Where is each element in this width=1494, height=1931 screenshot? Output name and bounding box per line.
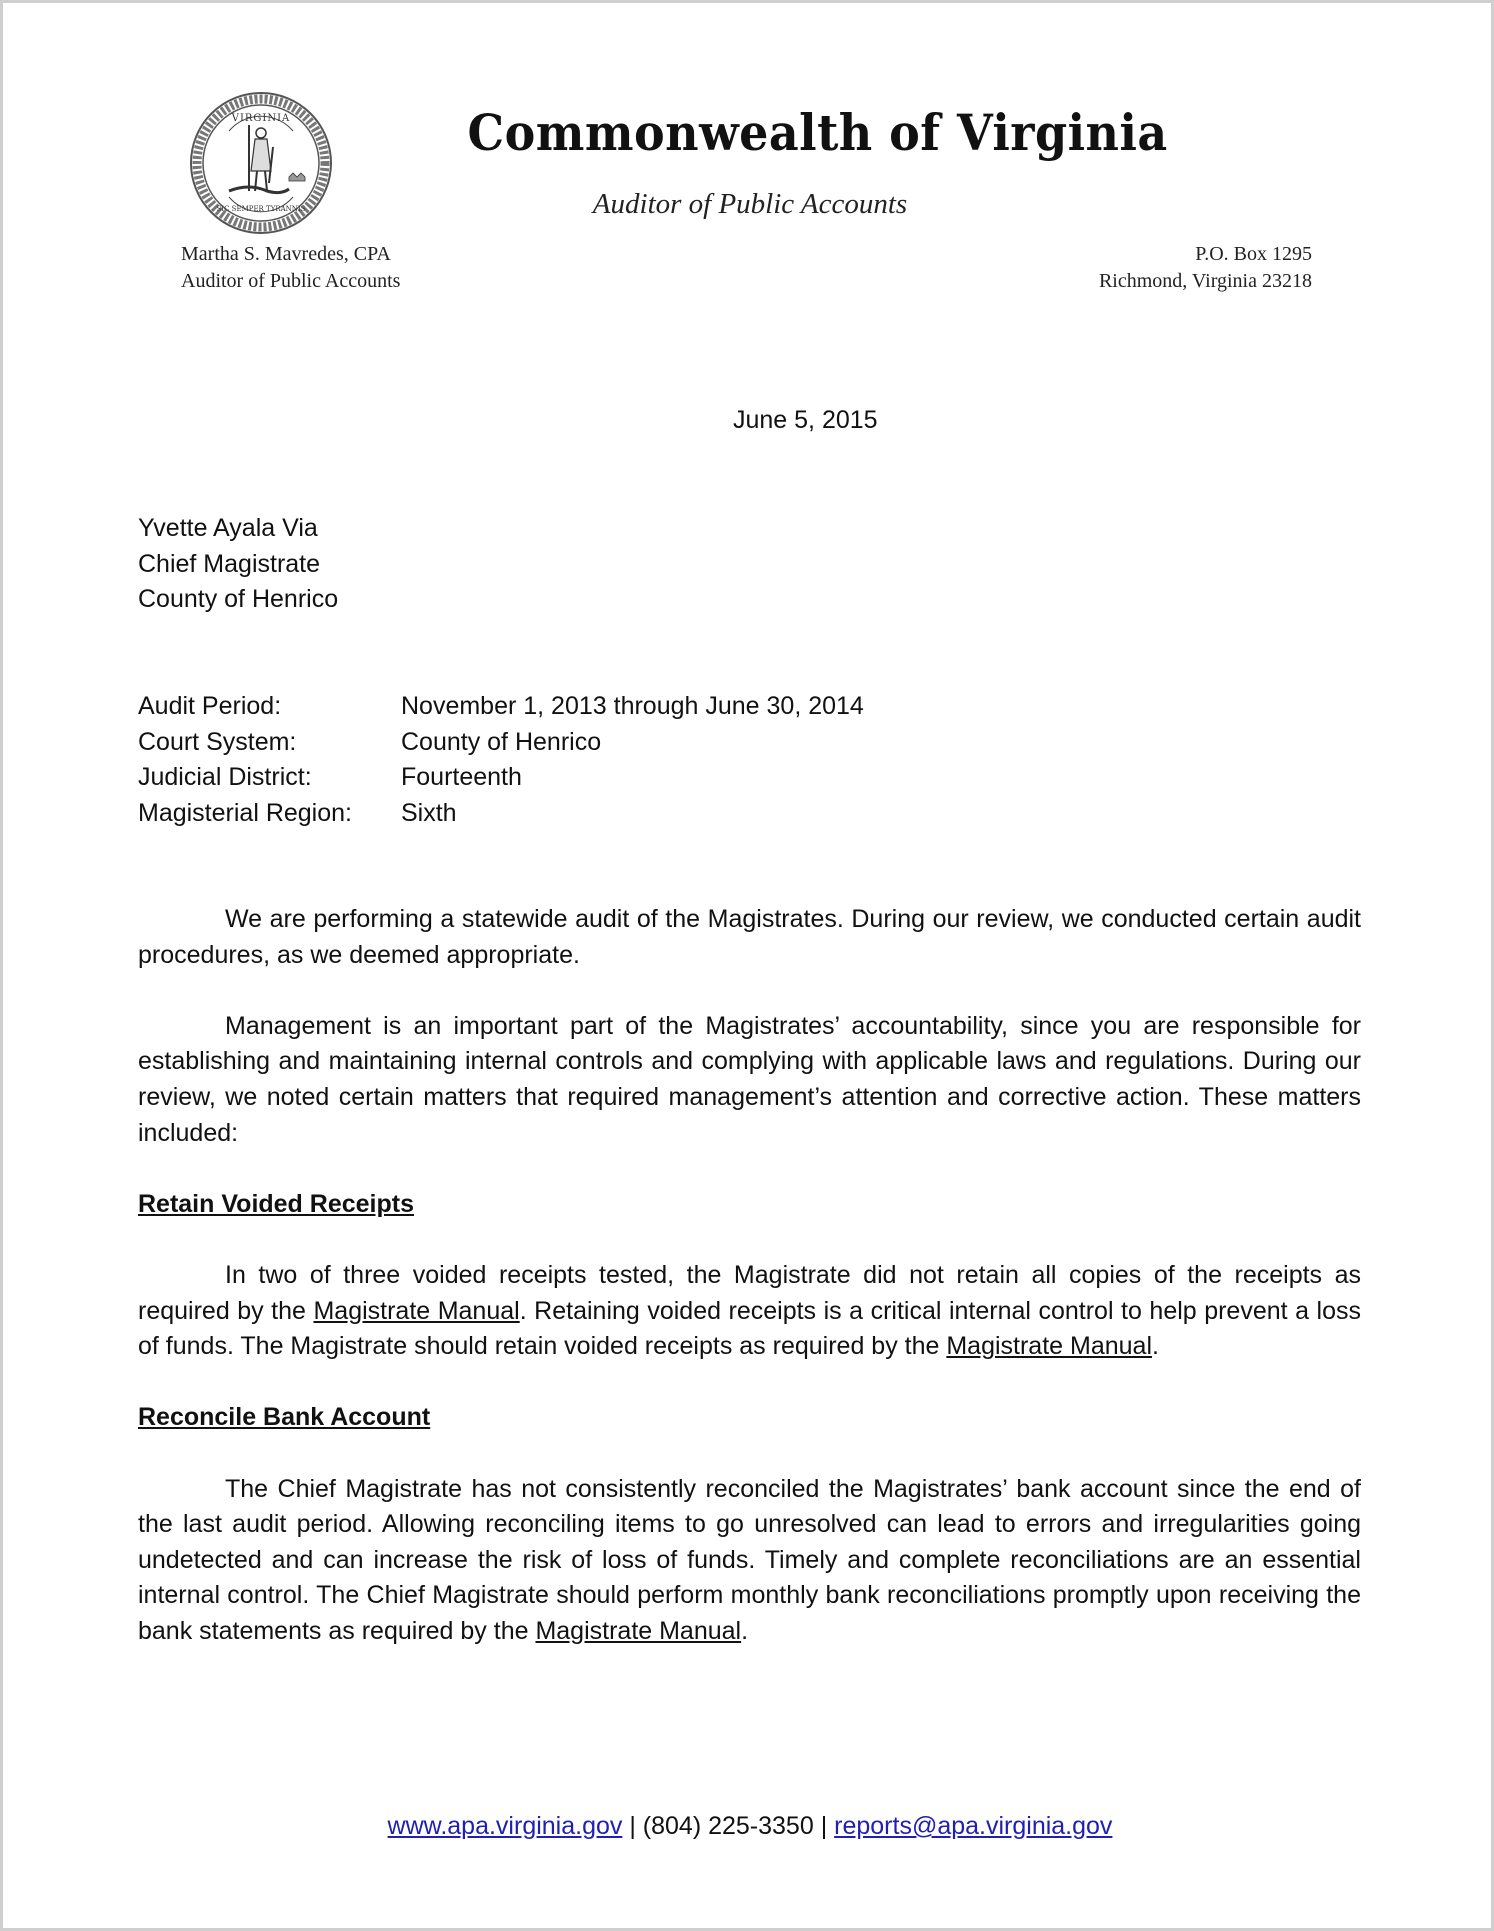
letter-body (138, 902, 1361, 1649)
footer-separator: | (813, 1812, 835, 1840)
sender-name: Martha S. Mavredes, CPA (181, 243, 391, 265)
sender-title: Auditor of Public Accounts (181, 270, 401, 292)
recipient-name: Yvette Ayala Via (138, 514, 318, 542)
finding-text: . Retaining voided receipts is a critical internal control to help prevent a loss of funds. The Magistrate should retain voided receipts as required by the (138, 1296, 1362, 1361)
recipient-organization: County of Henrico (138, 585, 339, 614)
audit-info-row (138, 760, 864, 796)
finding-text: . (1152, 1332, 1159, 1361)
magistrate-manual-reference: Magistrate Manual (535, 1616, 742, 1645)
letterhead-title: Commonwealth of Virginia (467, 103, 1168, 162)
finding-paragraph-retain-voided-receipts (138, 1258, 1361, 1365)
virginia-state-seal-icon (189, 91, 333, 235)
court-system-label: Court System: (138, 727, 297, 756)
audit-info-block (138, 689, 864, 831)
finding-heading-reconcile-bank-account: Reconcile Bank Account (138, 1403, 431, 1432)
sender-city-state: Richmond, Virginia 23218 (1098, 270, 1312, 292)
phone-number: (804) 225-3350 (642, 1812, 814, 1840)
finding-heading-retain-voided-receipts: Retain Voided Receipts (138, 1189, 414, 1218)
court-system-value: County of Henrico (401, 727, 602, 756)
svg-text:VIRGINIA: VIRGINIA (231, 113, 291, 124)
letterhead-subtitle: Auditor of Public Accounts (592, 188, 908, 220)
audit-period-label: Audit Period: (138, 692, 282, 720)
finding-text: In two of three voided receipts tested, the Magistrate did not retain all copies of the receipts as required by the (138, 1260, 1361, 1325)
footer-contact (3, 1809, 1494, 1843)
audit-info-row (138, 689, 864, 725)
sender-address (1099, 241, 1312, 295)
judicial-district-value: Fourteenth (401, 763, 522, 792)
letter-date: June 5, 2015 (733, 406, 878, 434)
sender-block (181, 241, 400, 295)
judicial-district-label: Judicial District: (138, 763, 312, 792)
magisterial-region-value: Sixth (401, 798, 457, 827)
management-paragraph: Management is an important part of the Magistrates’ accountability, since you are responsible for establishing and maintaining internal controls and complying with applicable laws and regulations. During our review, we noted certain matters that required management’s attention and corrective action. These matters included: (138, 1011, 1361, 1147)
intro-paragraph: We are performing a statewide audit of the Magistrates. During our review, we conducted certain audit procedures, as we deemed appropriate. (138, 905, 1361, 969)
svg-text:SIC SEMPER TYRANNIS: SIC SEMPER TYRANNIS (216, 205, 306, 213)
website-link[interactable]: www.apa.virginia.gov (387, 1812, 623, 1840)
recipient-title: Chief Magistrate (138, 549, 321, 578)
magistrate-manual-reference: Magistrate Manual (946, 1332, 1152, 1361)
magistrate-manual-reference: Magistrate Manual (313, 1296, 520, 1325)
magisterial-region-label: Magisterial Region: (138, 798, 352, 827)
audit-info-row (138, 725, 864, 761)
footer-separator: | (622, 1812, 643, 1840)
finding-text: The Chief Magistrate has not consistently reconciled the Magistrates’ bank account since the end of the last audit period. Allowing reconciling items to go unresolved can lead to errors and irregularities going undetected and can increase the risk of loss of funds. Timely and complete reconciliations are an essential internal control. The Chief Magistrate should perform monthly bank reconciliations promptly upon receiving the bank statements as required by the (138, 1474, 1361, 1645)
finding-text: . (741, 1616, 749, 1645)
sender-po-box: P.O. Box 1295 (1195, 243, 1312, 265)
email-link[interactable]: reports@apa.virginia.gov (834, 1812, 1113, 1840)
recipient-block (138, 511, 338, 618)
audit-info-row (138, 796, 864, 832)
finding-paragraph-reconcile-bank-account (138, 1472, 1361, 1650)
audit-period-value: November 1, 2013 through June 30, 2014 (401, 692, 864, 720)
